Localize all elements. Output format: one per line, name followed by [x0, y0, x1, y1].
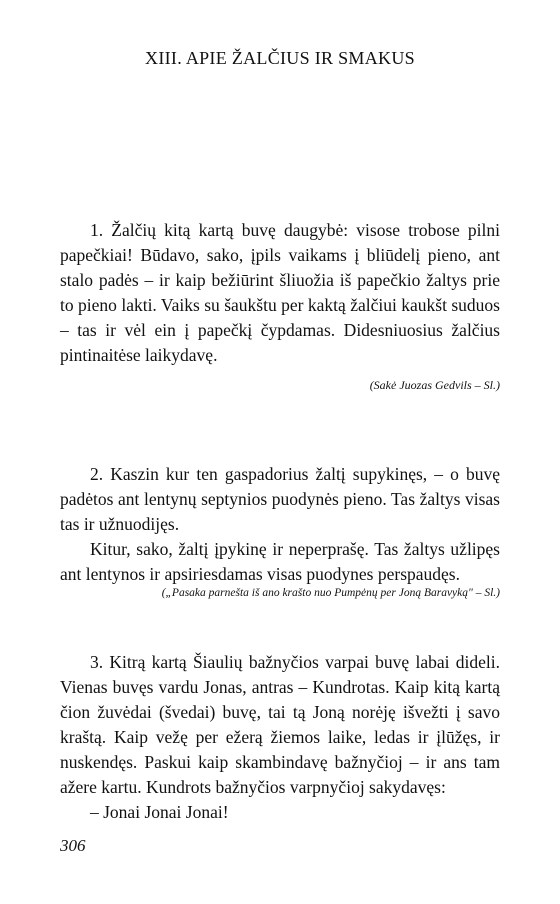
source-attribution-2: („Pasaka parnešta iš ano krašto nuo Pumpėnų per Joną Baravyką" – Sl.): [161, 587, 500, 599]
source-attribution-1: (Sakė Juozas Gedvils – Sl.): [369, 378, 500, 392]
story-section-3: [60, 650, 500, 825]
chapter-title: XIII. APIE ŽALČIUS IR SMAKUS: [145, 48, 415, 68]
paragraph: 3. Kitrą kartą Šiaulių bažnyčios varpai buvę labai dideli. Vienas buvęs vardu Jonas, antras – Kundrotas. Kaip kitą kartą čion žuvėdai (švedai) buvę, tai tą Joną norėję išvežti į savo kraštą. Kaip vežę per ežerą žiemos laike, ledas ir įlūžęs, ir nuskendęs. Paskui kaip skambindavę bažnyčioj – ir ans tam ažere kartu. Kundrots bažnyčios varpnyčioj sakydavęs:: [60, 652, 500, 797]
story-section-1: [60, 218, 500, 368]
dialog-line: – Jonai Jonai Jonai!: [90, 802, 229, 822]
paragraph: 2. Kaszin kur ten gaspadorius žaltį supykinęs, – o buvę padėtos ant lentynų septynios puodynės pieno. Tas žaltys visas tas ir užnuodijęs.: [60, 464, 500, 534]
page-number: 306: [60, 836, 86, 855]
story-section-2: [60, 462, 500, 587]
paragraph: Kitur, sako, žaltį įpykinę ir neperprašę. Tas žaltys užlipęs ant lentynos ir apsiriesdamas visas puodynes perspaudęs.: [60, 539, 500, 584]
paragraph: 1. Žalčių kitą kartą buvę daugybė: visose trobose pilni papečkiai! Būdavo, sako, įpils vaikams į bliūdelį pieno, ant stalo padės – ir kaip bežiūrint šliuožia iš papečkio žaltys prie to pieno lakti. Vaiks su šaukštu per kaktą žalčiui kaukšt suduos – tas ir vėl ein į papečkį čypdamas. Didesniuosius žalčius pintinaitėse laikydavę.: [60, 220, 500, 365]
